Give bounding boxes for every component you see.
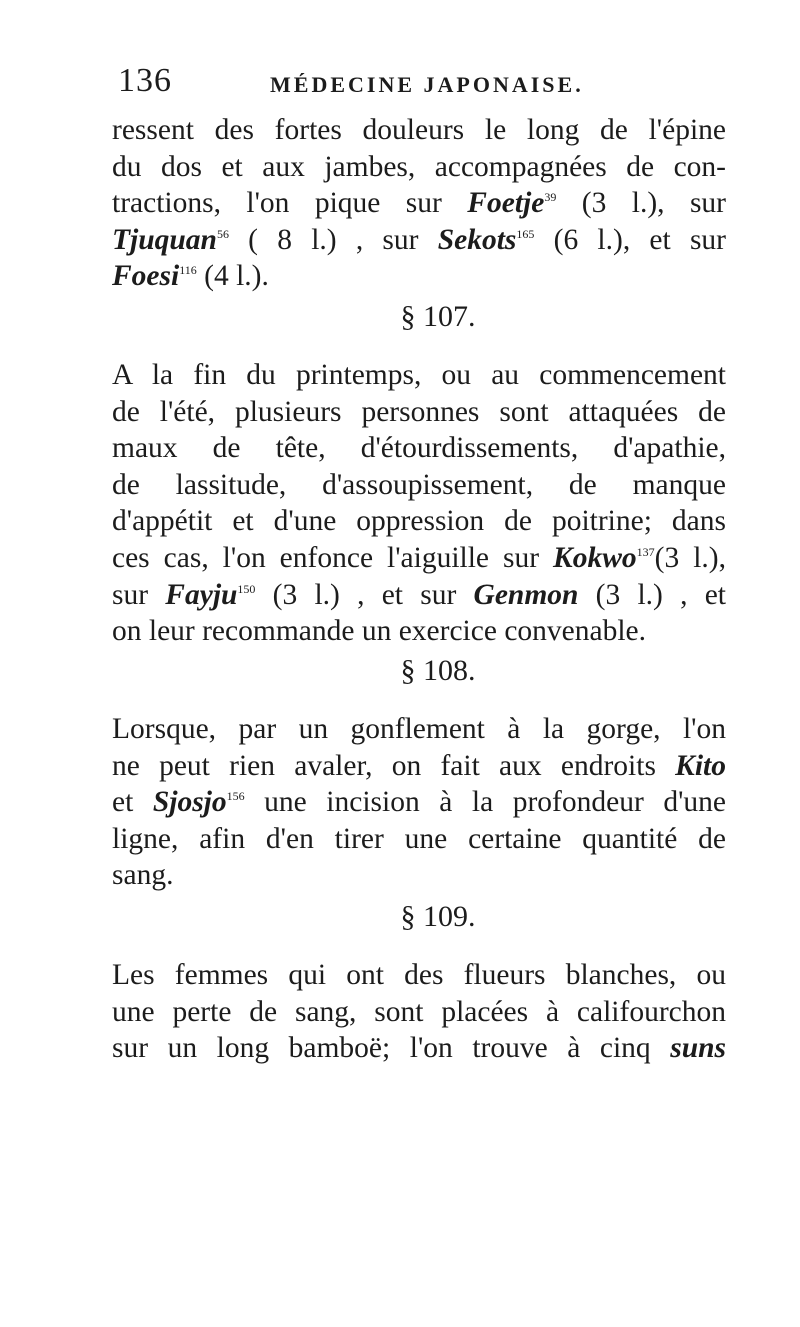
section-heading-109: § 109. (400, 900, 476, 933)
text-line: ces cas, l'on enfonce l'aiguille sur Kokwo$^{137}$(3 l.), (112, 541, 726, 574)
text-line: une perte de sang, sont placées à califourchon (112, 995, 726, 1028)
paragraph-1 (112, 112, 726, 295)
text-line: sur un long bamboë; l'on trouve à cinq suns (112, 1032, 726, 1065)
text-line: et Sjosjo$^{156}$ une incision à la profondeur d'une (112, 786, 726, 819)
running-header (110, 62, 720, 106)
footnote-ref: 116 (179, 263, 197, 278)
section-heading-107: § 107. (400, 300, 476, 333)
text-line: maux de tête, d'étourdissements, d'apathie, (112, 432, 726, 465)
footnote-ref: 39 (544, 190, 557, 205)
text-line: ressent des fortes douleurs le long de l'épine (112, 114, 726, 146)
text-line: de lassitude, d'assoupissement, de manque (112, 468, 726, 501)
text-line: A la fin du printemps, ou au commencement (112, 359, 726, 391)
text-line: du dos et aux jambes, accompagnées de con- (112, 150, 726, 183)
text-line: de l'été, plusieurs personnes sont attaquées de (112, 395, 726, 428)
text-line: Lorsque, par un gonflement à la gorge, l'on (112, 713, 726, 745)
text-line: tractions, l'on pique sur Foetje$^{39}$ (3 l.), sur (112, 187, 727, 220)
text-line: Foesi$^{116}$ (4 l.). (112, 260, 269, 293)
point-name: Fayju (165, 578, 238, 611)
text-line: d'appétit et d'une oppression de poitrine; dans (112, 505, 726, 538)
footnote-ref: 156 (226, 789, 245, 804)
text-line: sur Fayju$^{150}$ (3 l.) , et sur Genmon (3 l.) , et (112, 578, 727, 611)
point-name: Sekots (437, 223, 517, 256)
text-line: ligne, afin d'en tirer une certaine quantité de (112, 822, 726, 855)
point-name: Sjosjo (152, 786, 227, 819)
point-name: Foetje (467, 187, 545, 220)
paragraph-4 (112, 957, 726, 1067)
paragraph-2 (112, 357, 726, 650)
section-heading-108: § 108. (400, 654, 476, 687)
footnote-ref: 165 (516, 226, 535, 241)
point-name: Kokwo (553, 541, 637, 574)
text-line: sang. (112, 859, 174, 892)
point-name: Tjuquan (112, 223, 217, 256)
point-name: Genmon (473, 578, 579, 611)
point-name: Kito (675, 749, 726, 782)
footnote-ref: 150 (237, 581, 256, 596)
catchword: suns (670, 1032, 726, 1065)
text-line: Tjuquan$^{56}$ ( 8 l.) , sur Sekots$^{165}$ (6 l.), et sur (112, 223, 727, 256)
running-title: MÉDECINE JAPONAISE. (270, 72, 584, 97)
footnote-ref: 137 (636, 545, 655, 560)
text-line: Les femmes qui ont des flueurs blanches, ou (112, 959, 726, 991)
footnote-ref: 56 (216, 226, 229, 241)
text-line: on leur recommande un exercice convenable. (112, 615, 647, 648)
point-name: Foesi (112, 260, 180, 293)
paragraph-3 (112, 711, 726, 894)
page-number: 136 (118, 62, 172, 99)
text-line: ne peut rien avaler, on fait aux endroits Kito (112, 749, 726, 782)
